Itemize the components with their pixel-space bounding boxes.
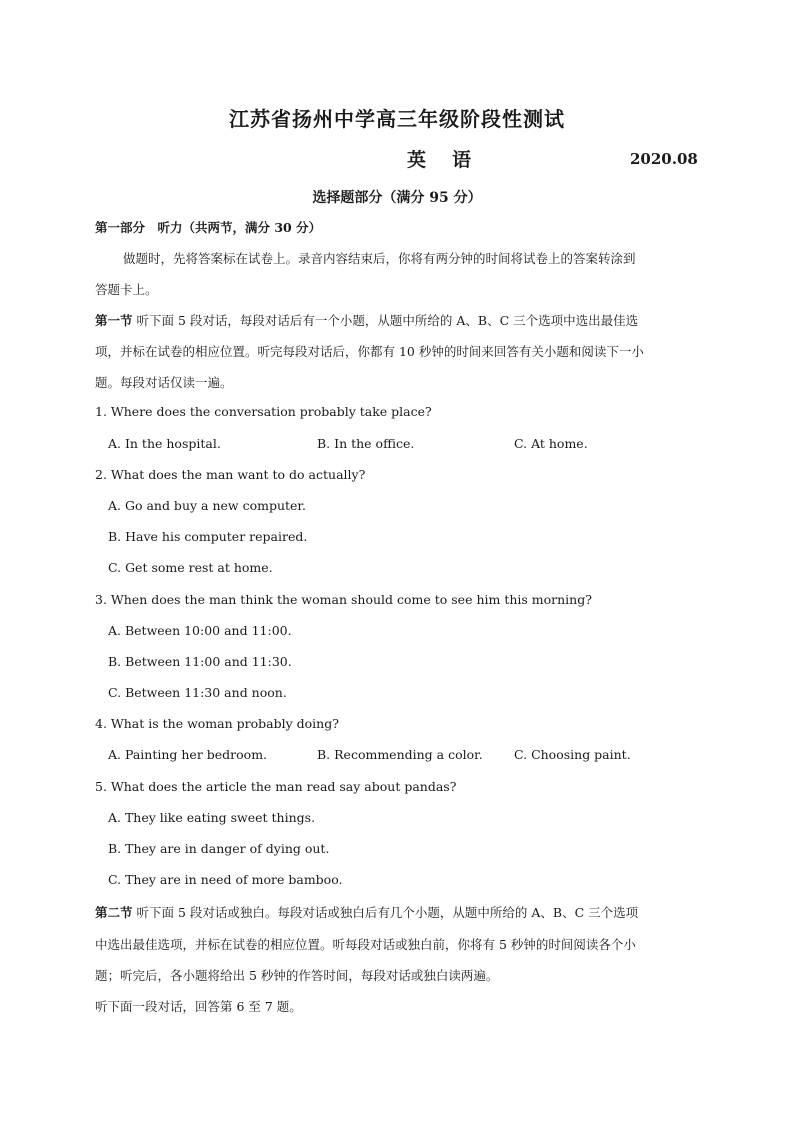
section2-text-1: 听下面 5 段对话或独白。每段对话或独白后有几个小题，从题中所给的 A、B、C 三个选项 [136, 905, 639, 920]
question-2-option-a: A. Go and buy a new computer. [108, 498, 306, 513]
section2-line-2: 中选出最佳选项，并标在试卷的相应位置。听每段对话或独白前，你将有 5 秒钟的时间阅读各个小 [95, 937, 636, 952]
section1-line-3: 题。每段对话仅读一遍。 [95, 375, 233, 390]
question-4-stem: 4. What is the woman probably doing? [95, 716, 339, 731]
exam-title: 江苏省扬州中学高三年级阶段性测试 [229, 107, 565, 131]
question-3-stem: 3. When does the man think the woman should come to see him this morning? [95, 592, 592, 607]
question-1-stem: 1. Where does the conversation probably take place? [95, 404, 432, 419]
question-2-option-c: C. Get some rest at home. [108, 560, 273, 575]
section2-line-3: 题；听完后，各小题将给出 5 秒钟的作答时间，每段对话或独白读两遍。 [95, 968, 499, 983]
section2-instruction: 听下面一段对话，回答第 6 至 7 题。 [95, 999, 302, 1014]
question-4-option-a: A. Painting her bedroom. [108, 747, 268, 762]
question-2-stem: 2. What does the man want to do actually? [95, 467, 366, 482]
question-5-option-c: C. They are in need of more bamboo. [108, 872, 343, 887]
question-3-option-c: C. Between 11:30 and noon. [108, 685, 287, 700]
question-5-option-b: B. They are in danger of dying out. [108, 841, 330, 856]
section2-line-1 [95, 903, 638, 921]
question-4-option-c: C. Choosing paint. [514, 747, 631, 762]
question-3-option-b: B. Between 11:00 and 11:30. [108, 654, 292, 669]
part1-heading: 第一部分 听力（共两节，满分 30 分） [95, 220, 322, 235]
question-5-option-a: A. They like eating sweet things. [108, 810, 316, 825]
question-4-option-b: B. Recommending a color. [317, 747, 483, 762]
question-2-option-b: B. Have his computer repaired. [108, 529, 308, 544]
section1-line-2: 项，并标在试卷的相应位置。听完每段对话后，你都有 10 秒钟的时间来回答有关小题和阅读下一小 [95, 344, 644, 359]
section2-label: 第二节 [95, 905, 133, 920]
question-1-option-c: C. At home. [514, 436, 588, 451]
question-1-option-a: A. In the hospital. [108, 436, 221, 451]
section1-text-1: 听下面 5 段对话，每段对话后有一个小题，从题中所给的 A、B、C 三个选项中选出最佳选 [136, 313, 639, 328]
section1-line-1 [95, 311, 638, 329]
question-1-option-b: B. In the office. [317, 436, 415, 451]
section1-label: 第一节 [95, 313, 133, 328]
subject-title: 英语 [407, 149, 498, 171]
instructions-line-2: 答题卡上。 [95, 282, 158, 297]
question-3-option-a: A. Between 10:00 and 11:00. [108, 623, 292, 638]
question-5-stem: 5. What does the article the man read say about pandas? [95, 779, 457, 794]
instructions-line-1: 做题时，先将答案标在试卷上。录音内容结束后，你将有两分钟的时间将试卷上的答案转涂到 [123, 251, 636, 266]
section-title: 选择题部分（满分 95 分） [312, 190, 482, 206]
exam-date: 2020.08 [630, 150, 698, 168]
